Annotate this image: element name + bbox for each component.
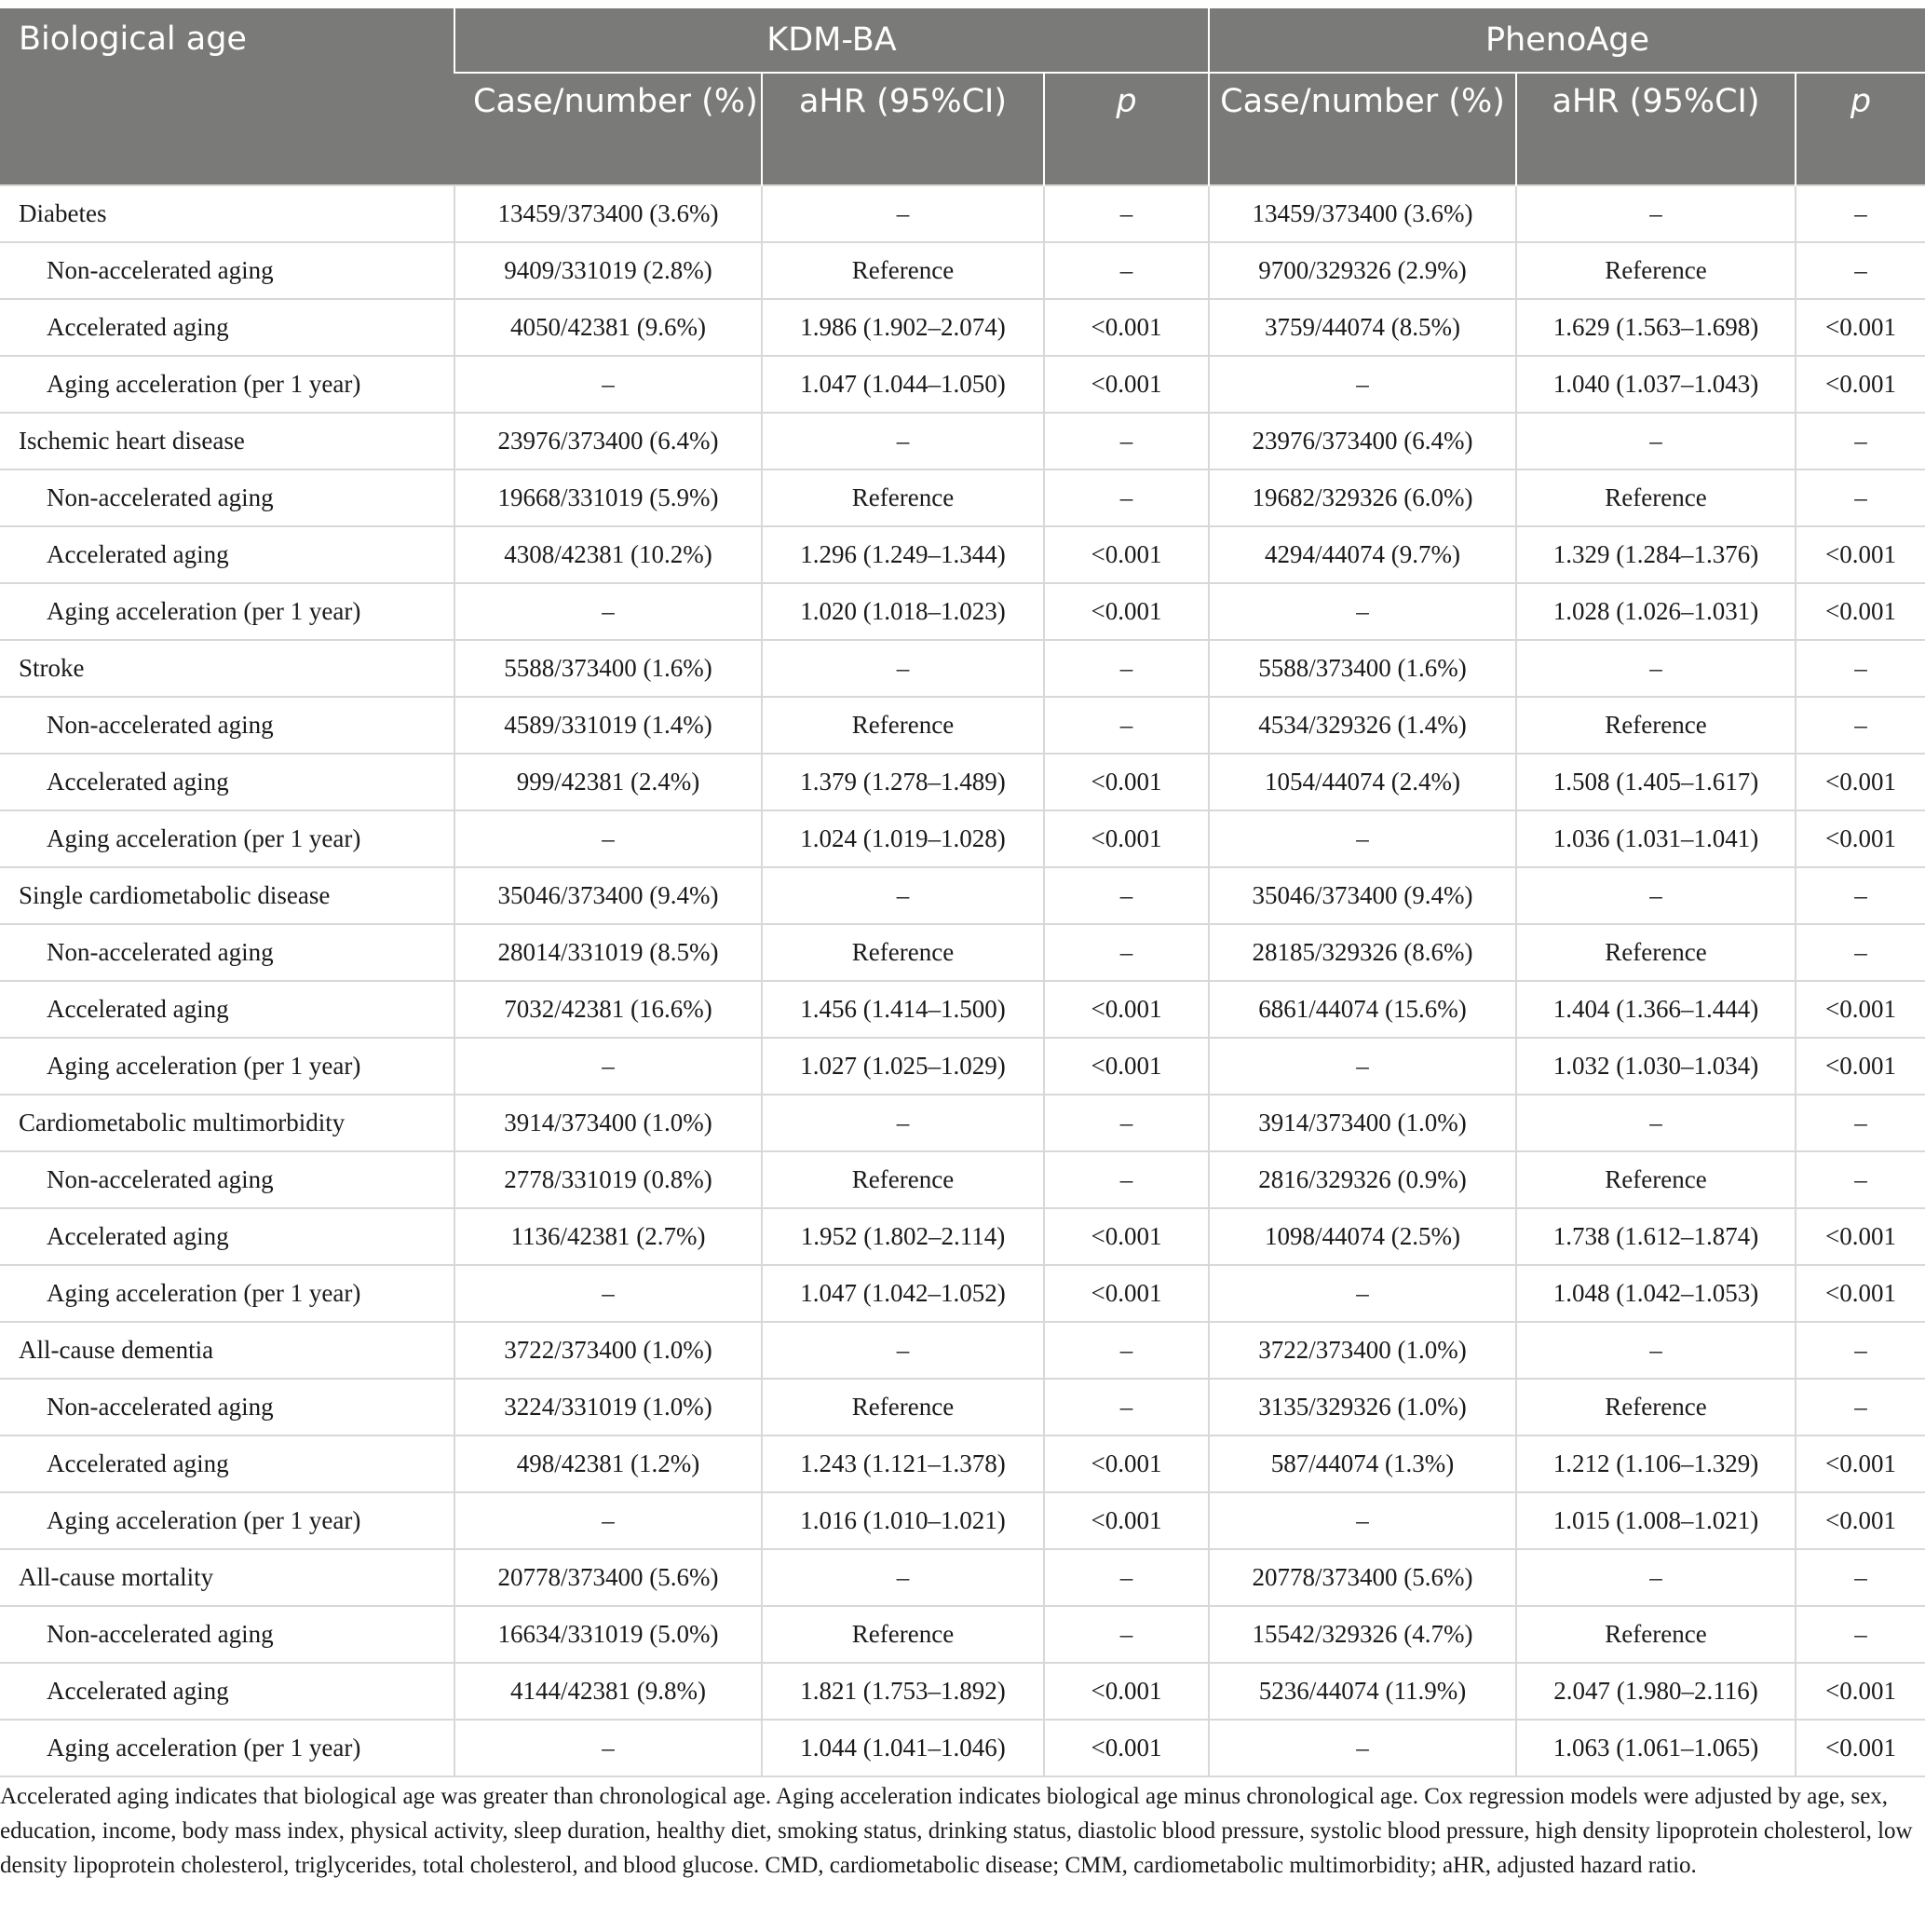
pheno-ahr-cell: 1.032 (1.030–1.034) (1516, 1038, 1796, 1095)
pheno-cases-cell: – (1209, 1265, 1516, 1322)
table-row-outcome (0, 413, 1925, 469)
kdm-ahr-cell: Reference (762, 1151, 1044, 1208)
table-row-subgroup (0, 1151, 1925, 1208)
row-label: Accelerated aging (0, 981, 454, 1038)
pheno-cases-cell: 35046/373400 (9.4%) (1209, 867, 1516, 924)
pheno-cases-cell: – (1209, 1038, 1516, 1095)
pheno-ahr-cell: – (1516, 867, 1796, 924)
table-row-subgroup (0, 1038, 1925, 1095)
kdm-p-cell: <0.001 (1044, 1720, 1209, 1776)
pheno-p-cell: – (1796, 1322, 1925, 1379)
kdm-ahr-cell: 1.456 (1.414–1.500) (762, 981, 1044, 1038)
pheno-cases-cell: – (1209, 810, 1516, 867)
kdm-ahr-cell: 1.952 (1.802–2.114) (762, 1208, 1044, 1265)
row-label: Aging acceleration (per 1 year) (0, 810, 454, 867)
kdm-cases-cell: 3914/373400 (1.0%) (454, 1095, 762, 1151)
pheno-p-cell: <0.001 (1796, 1208, 1925, 1265)
kdm-p-cell: – (1044, 867, 1209, 924)
header-biological-age: Biological age (0, 8, 454, 185)
table-header (0, 8, 1925, 185)
table-row-outcome (0, 867, 1925, 924)
pheno-ahr-cell: – (1516, 413, 1796, 469)
pheno-ahr-cell: – (1516, 1322, 1796, 1379)
pheno-cases-cell: 6861/44074 (15.6%) (1209, 981, 1516, 1038)
row-label: Non-accelerated aging (0, 697, 454, 754)
pheno-ahr-cell: – (1516, 640, 1796, 697)
kdm-cases-cell: – (454, 1720, 762, 1776)
pheno-cases-cell: – (1209, 356, 1516, 413)
kdm-ahr-cell: – (762, 413, 1044, 469)
pheno-p-cell: <0.001 (1796, 299, 1925, 356)
pheno-ahr-cell: 1.329 (1.284–1.376) (1516, 526, 1796, 583)
pheno-cases-cell: 23976/373400 (6.4%) (1209, 413, 1516, 469)
pheno-cases-cell: 587/44074 (1.3%) (1209, 1435, 1516, 1492)
table-row-subgroup (0, 1492, 1925, 1549)
pheno-p-cell: – (1796, 242, 1925, 299)
pheno-ahr-cell: – (1516, 185, 1796, 242)
kdm-cases-cell: 19668/331019 (5.9%) (454, 469, 762, 526)
pheno-ahr-cell: Reference (1516, 242, 1796, 299)
pheno-ahr-cell: Reference (1516, 1606, 1796, 1663)
pheno-p-cell: – (1796, 1095, 1925, 1151)
pheno-ahr-cell: Reference (1516, 1379, 1796, 1435)
pheno-cases-cell: 28185/329326 (8.6%) (1209, 924, 1516, 981)
kdm-cases-cell: 999/42381 (2.4%) (454, 754, 762, 810)
kdm-ahr-cell: Reference (762, 1379, 1044, 1435)
kdm-p-cell: <0.001 (1044, 526, 1209, 583)
pheno-cases-cell: 2816/329326 (0.9%) (1209, 1151, 1516, 1208)
pheno-p-cell: – (1796, 413, 1925, 469)
kdm-ahr-cell: 1.047 (1.044–1.050) (762, 356, 1044, 413)
row-label: Single cardiometabolic disease (0, 867, 454, 924)
table-row-subgroup (0, 924, 1925, 981)
pheno-cases-cell: 3759/44074 (8.5%) (1209, 299, 1516, 356)
pheno-p-cell: <0.001 (1796, 1435, 1925, 1492)
pheno-p-cell: <0.001 (1796, 1492, 1925, 1549)
row-label: Non-accelerated aging (0, 1606, 454, 1663)
row-label: Non-accelerated aging (0, 924, 454, 981)
pheno-p-cell: <0.001 (1796, 1720, 1925, 1776)
kdm-cases-cell: 35046/373400 (9.4%) (454, 867, 762, 924)
kdm-p-cell: – (1044, 1549, 1209, 1606)
pheno-p-cell: <0.001 (1796, 1265, 1925, 1322)
kdm-p-cell: <0.001 (1044, 1265, 1209, 1322)
header-kdm-ba: KDM-BA (454, 8, 1209, 73)
kdm-cases-cell: 20778/373400 (5.6%) (454, 1549, 762, 1606)
pheno-ahr-cell: – (1516, 1095, 1796, 1151)
pheno-p-cell: <0.001 (1796, 810, 1925, 867)
kdm-p-cell: – (1044, 185, 1209, 242)
kdm-cases-cell: 13459/373400 (3.6%) (454, 185, 762, 242)
kdm-ahr-cell: Reference (762, 697, 1044, 754)
kdm-cases-cell: – (454, 810, 762, 867)
pheno-cases-cell: 4534/329326 (1.4%) (1209, 697, 1516, 754)
pheno-p-cell: <0.001 (1796, 356, 1925, 413)
row-label: Stroke (0, 640, 454, 697)
pheno-cases-cell: 20778/373400 (5.6%) (1209, 1549, 1516, 1606)
pheno-p-cell: – (1796, 1549, 1925, 1606)
kdm-ahr-cell: 1.020 (1.018–1.023) (762, 583, 1044, 640)
pheno-ahr-cell: 1.028 (1.026–1.031) (1516, 583, 1796, 640)
pheno-cases-cell: 19682/329326 (6.0%) (1209, 469, 1516, 526)
row-label: Accelerated aging (0, 1435, 454, 1492)
kdm-cases-cell: 4308/42381 (10.2%) (454, 526, 762, 583)
table-row-subgroup (0, 526, 1925, 583)
row-label: Accelerated aging (0, 526, 454, 583)
kdm-cases-cell: – (454, 583, 762, 640)
row-label: Accelerated aging (0, 1208, 454, 1265)
kdm-ahr-cell: 1.243 (1.121–1.378) (762, 1435, 1044, 1492)
pheno-p-cell: – (1796, 1151, 1925, 1208)
pheno-ahr-cell: 1.015 (1.008–1.021) (1516, 1492, 1796, 1549)
kdm-p-cell: <0.001 (1044, 299, 1209, 356)
kdm-ahr-cell: – (762, 867, 1044, 924)
kdm-p-cell: <0.001 (1044, 981, 1209, 1038)
kdm-p-cell: <0.001 (1044, 1492, 1209, 1549)
pheno-cases-cell: 15542/329326 (4.7%) (1209, 1606, 1516, 1663)
pheno-cases-cell: – (1209, 1720, 1516, 1776)
pheno-p-cell: – (1796, 697, 1925, 754)
kdm-cases-cell: 4144/42381 (9.8%) (454, 1663, 762, 1720)
table-footnote: Accelerated aging indicates that biological age was greater than chronological age. Aging acceleration indicates biological age minus chronological age. Cox regression models were adjusted by age, sex, education, income, body mass index, physical activity, sleep duration, healthy diet, smoking status, drinking status, diastolic blood pressure, systolic blood pressure, high density lipoprotein cholesterol, low density lipoprotein cholesterol, triglycerides, total cholesterol, and blood glucose. CMD, cardiometabolic disease; CMM, cardiometabolic multimorbidity; aHR, adjusted hazard ratio. (0, 1784, 1913, 1878)
table-row-subgroup (0, 1663, 1925, 1720)
kdm-cases-cell: 3224/331019 (1.0%) (454, 1379, 762, 1435)
pheno-p-cell: – (1796, 469, 1925, 526)
kdm-cases-cell: – (454, 356, 762, 413)
kdm-cases-cell: 2778/331019 (0.8%) (454, 1151, 762, 1208)
pheno-ahr-cell: 1.063 (1.061–1.065) (1516, 1720, 1796, 1776)
kdm-ahr-cell: 1.296 (1.249–1.344) (762, 526, 1044, 583)
table-row-outcome (0, 640, 1925, 697)
kdm-cases-cell: – (454, 1265, 762, 1322)
header-pheno-p: p (1796, 73, 1925, 185)
pheno-cases-cell: 3135/329326 (1.0%) (1209, 1379, 1516, 1435)
row-label: Non-accelerated aging (0, 469, 454, 526)
kdm-cases-cell: 3722/373400 (1.0%) (454, 1322, 762, 1379)
pheno-ahr-cell: 1.040 (1.037–1.043) (1516, 356, 1796, 413)
kdm-ahr-cell: – (762, 640, 1044, 697)
kdm-ahr-cell: 1.024 (1.019–1.028) (762, 810, 1044, 867)
row-label: Accelerated aging (0, 299, 454, 356)
pheno-cases-cell: 3722/373400 (1.0%) (1209, 1322, 1516, 1379)
table-row-subgroup (0, 697, 1925, 754)
pheno-cases-cell: – (1209, 583, 1516, 640)
results-table (0, 8, 1925, 1777)
kdm-cases-cell: 5588/373400 (1.6%) (454, 640, 762, 697)
kdm-ahr-cell: 1.044 (1.041–1.046) (762, 1720, 1044, 1776)
kdm-p-cell: <0.001 (1044, 1663, 1209, 1720)
pheno-ahr-cell: 1.048 (1.042–1.053) (1516, 1265, 1796, 1322)
table-body (0, 185, 1925, 1776)
row-label: All-cause dementia (0, 1322, 454, 1379)
kdm-p-cell: <0.001 (1044, 1435, 1209, 1492)
pheno-p-cell: <0.001 (1796, 1038, 1925, 1095)
table-row-subgroup (0, 981, 1925, 1038)
kdm-ahr-cell: – (762, 1549, 1044, 1606)
row-label: Ischemic heart disease (0, 413, 454, 469)
header-pheno-ahr: aHR (95%CI) (1516, 73, 1796, 185)
kdm-ahr-cell: Reference (762, 924, 1044, 981)
table-row-subgroup (0, 1606, 1925, 1663)
pheno-p-cell: – (1796, 924, 1925, 981)
kdm-p-cell: – (1044, 413, 1209, 469)
kdm-cases-cell: 498/42381 (1.2%) (454, 1435, 762, 1492)
kdm-p-cell: <0.001 (1044, 810, 1209, 867)
table-row-subgroup (0, 469, 1925, 526)
kdm-ahr-cell: 1.821 (1.753–1.892) (762, 1663, 1044, 1720)
pheno-cases-cell: 9700/329326 (2.9%) (1209, 242, 1516, 299)
pheno-cases-cell: 1098/44074 (2.5%) (1209, 1208, 1516, 1265)
pheno-p-cell: – (1796, 640, 1925, 697)
pheno-ahr-cell: 1.629 (1.563–1.698) (1516, 299, 1796, 356)
pheno-cases-cell: 3914/373400 (1.0%) (1209, 1095, 1516, 1151)
results-table-container (0, 8, 1925, 1777)
pheno-ahr-cell: 1.738 (1.612–1.874) (1516, 1208, 1796, 1265)
kdm-p-cell: <0.001 (1044, 356, 1209, 413)
row-label: Accelerated aging (0, 1663, 454, 1720)
kdm-cases-cell: 4050/42381 (9.6%) (454, 299, 762, 356)
kdm-ahr-cell: Reference (762, 469, 1044, 526)
kdm-p-cell: – (1044, 1379, 1209, 1435)
row-label: Cardiometabolic multimorbidity (0, 1095, 454, 1151)
pheno-cases-cell: 5588/373400 (1.6%) (1209, 640, 1516, 697)
table-row-subgroup (0, 242, 1925, 299)
row-label: Aging acceleration (per 1 year) (0, 356, 454, 413)
pheno-cases-cell: 1054/44074 (2.4%) (1209, 754, 1516, 810)
header-kdm-ahr: aHR (95%CI) (762, 73, 1044, 185)
kdm-p-cell: – (1044, 1606, 1209, 1663)
kdm-p-cell: – (1044, 469, 1209, 526)
row-label: Accelerated aging (0, 754, 454, 810)
pheno-cases-cell: 13459/373400 (3.6%) (1209, 185, 1516, 242)
row-label: Non-accelerated aging (0, 1379, 454, 1435)
kdm-ahr-cell: – (762, 1322, 1044, 1379)
row-label: Aging acceleration (per 1 year) (0, 583, 454, 640)
pheno-p-cell: – (1796, 867, 1925, 924)
table-row-outcome (0, 1549, 1925, 1606)
pheno-ahr-cell: Reference (1516, 924, 1796, 981)
kdm-p-cell: – (1044, 1151, 1209, 1208)
kdm-ahr-cell: Reference (762, 242, 1044, 299)
kdm-ahr-cell: – (762, 1095, 1044, 1151)
table-row-subgroup (0, 356, 1925, 413)
pheno-p-cell: <0.001 (1796, 754, 1925, 810)
header-phenoage: PhenoAge (1209, 8, 1925, 73)
table-row-outcome (0, 185, 1925, 242)
table-row-outcome (0, 1095, 1925, 1151)
kdm-ahr-cell: 1.016 (1.010–1.021) (762, 1492, 1044, 1549)
pheno-ahr-cell: – (1516, 1549, 1796, 1606)
kdm-p-cell: – (1044, 242, 1209, 299)
kdm-p-cell: – (1044, 924, 1209, 981)
row-label: Non-accelerated aging (0, 242, 454, 299)
pheno-ahr-cell: 2.047 (1.980–2.116) (1516, 1663, 1796, 1720)
kdm-p-cell: <0.001 (1044, 1038, 1209, 1095)
row-label: All-cause mortality (0, 1549, 454, 1606)
kdm-p-cell: – (1044, 640, 1209, 697)
table-row-subgroup (0, 1265, 1925, 1322)
header-pheno-cases: Case/number (%) (1209, 73, 1516, 185)
pheno-p-cell: <0.001 (1796, 981, 1925, 1038)
kdm-cases-cell: 4589/331019 (1.4%) (454, 697, 762, 754)
kdm-p-cell: <0.001 (1044, 1208, 1209, 1265)
row-label: Aging acceleration (per 1 year) (0, 1038, 454, 1095)
pheno-ahr-cell: 1.212 (1.106–1.329) (1516, 1435, 1796, 1492)
kdm-ahr-cell: 1.047 (1.042–1.052) (762, 1265, 1044, 1322)
kdm-cases-cell: – (454, 1038, 762, 1095)
pheno-cases-cell: 5236/44074 (11.9%) (1209, 1663, 1516, 1720)
header-kdm-cases: Case/number (%) (454, 73, 762, 185)
kdm-ahr-cell: 1.027 (1.025–1.029) (762, 1038, 1044, 1095)
pheno-ahr-cell: 1.036 (1.031–1.041) (1516, 810, 1796, 867)
row-label: Non-accelerated aging (0, 1151, 454, 1208)
pheno-ahr-cell: Reference (1516, 1151, 1796, 1208)
row-label: Aging acceleration (per 1 year) (0, 1720, 454, 1776)
table-row-subgroup (0, 299, 1925, 356)
kdm-p-cell: – (1044, 1095, 1209, 1151)
kdm-cases-cell: 23976/373400 (6.4%) (454, 413, 762, 469)
kdm-ahr-cell: Reference (762, 1606, 1044, 1663)
pheno-p-cell: <0.001 (1796, 583, 1925, 640)
kdm-p-cell: <0.001 (1044, 754, 1209, 810)
row-label: Aging acceleration (per 1 year) (0, 1492, 454, 1549)
table-row-subgroup (0, 1435, 1925, 1492)
pheno-p-cell: – (1796, 1379, 1925, 1435)
header-kdm-p: p (1044, 73, 1209, 185)
table-row-subgroup (0, 1379, 1925, 1435)
kdm-cases-cell: 9409/331019 (2.8%) (454, 242, 762, 299)
table-row-subgroup (0, 1208, 1925, 1265)
pheno-ahr-cell: 1.404 (1.366–1.444) (1516, 981, 1796, 1038)
kdm-cases-cell: 16634/331019 (5.0%) (454, 1606, 762, 1663)
table-row-subgroup (0, 583, 1925, 640)
pheno-p-cell: <0.001 (1796, 526, 1925, 583)
row-label: Diabetes (0, 185, 454, 242)
pheno-ahr-cell: 1.508 (1.405–1.617) (1516, 754, 1796, 810)
kdm-cases-cell: 7032/42381 (16.6%) (454, 981, 762, 1038)
pheno-cases-cell: 4294/44074 (9.7%) (1209, 526, 1516, 583)
kdm-ahr-cell: 1.986 (1.902–2.074) (762, 299, 1044, 356)
pheno-p-cell: – (1796, 1606, 1925, 1663)
kdm-cases-cell: 1136/42381 (2.7%) (454, 1208, 762, 1265)
kdm-p-cell: – (1044, 697, 1209, 754)
pheno-p-cell: <0.001 (1796, 1663, 1925, 1720)
kdm-cases-cell: 28014/331019 (8.5%) (454, 924, 762, 981)
header-row-groups (0, 8, 1925, 73)
row-label: Aging acceleration (per 1 year) (0, 1265, 454, 1322)
kdm-p-cell: – (1044, 1322, 1209, 1379)
table-row-subgroup (0, 810, 1925, 867)
kdm-cases-cell: – (454, 1492, 762, 1549)
pheno-p-cell: – (1796, 185, 1925, 242)
pheno-ahr-cell: Reference (1516, 469, 1796, 526)
kdm-ahr-cell: 1.379 (1.278–1.489) (762, 754, 1044, 810)
table-row-outcome (0, 1322, 1925, 1379)
table-row-subgroup (0, 754, 1925, 810)
pheno-ahr-cell: Reference (1516, 697, 1796, 754)
table-row-subgroup (0, 1720, 1925, 1776)
pheno-cases-cell: – (1209, 1492, 1516, 1549)
kdm-p-cell: <0.001 (1044, 583, 1209, 640)
kdm-ahr-cell: – (762, 185, 1044, 242)
